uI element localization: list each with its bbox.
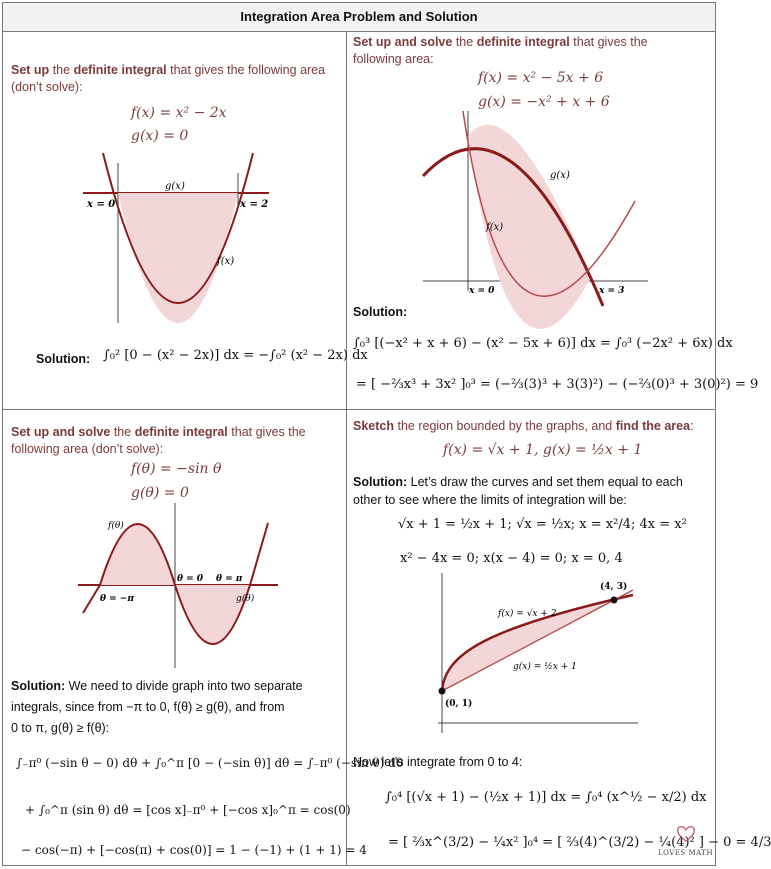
p4-point-4 bbox=[611, 597, 618, 604]
p2-x0-label: x = 0 bbox=[469, 286, 495, 296]
p3-g-label: g(θ) bbox=[236, 594, 255, 604]
p3-xneg-label: θ = −π bbox=[100, 594, 134, 604]
p4-now-text: Now let’s integrate from 0 to 4: bbox=[353, 755, 523, 769]
p3-graph bbox=[78, 503, 278, 668]
worksheet bbox=[2, 2, 771, 866]
p4-point-4-label: (4, 3) bbox=[600, 582, 628, 592]
p1-f-function: f(x) = x² − 2x bbox=[131, 105, 227, 121]
p3-x0-label: θ = 0 bbox=[177, 574, 204, 584]
p2-f-label: f(x) bbox=[486, 222, 504, 233]
p4-point-0 bbox=[439, 688, 446, 695]
p4-line1: ∫₀⁴ [(√x + 1) − (½x + 1)] dx = ∫₀⁴ (x^½ − x/2) dx bbox=[385, 790, 707, 805]
p4-eq1: √x + 1 = ½x + 1; √x = ½x; x = x²/4; 4x = x² bbox=[398, 517, 687, 532]
heart-logo-icon bbox=[675, 825, 697, 843]
p3-line1: ∫₋π⁰ (−sin θ − 0) dθ + ∫₀^π [0 − (−sin θ)] dθ = ∫₋π⁰ (−sin θ) dθ bbox=[16, 756, 404, 770]
column-divider bbox=[346, 31, 347, 866]
p1-prompt: Set up the definite integral that gives the following area (don’t solve): bbox=[11, 63, 326, 94]
p4-point-0-label: (0, 1) bbox=[445, 699, 473, 709]
p4-prompt: Sketch the region bounded by the graphs, and find the area: bbox=[353, 419, 694, 433]
p2-solution-label: Solution: bbox=[353, 305, 408, 319]
p3-line3: − cos(−π) + [−cos(π) + cos(0)] = 1 − (−1) + (1 + 1) = 4 bbox=[21, 843, 367, 857]
p2-f-function: f(x) = x² − 5x + 6 bbox=[478, 70, 604, 86]
p1-x2-label: x = 2 bbox=[240, 199, 269, 210]
p3-g-function: g(θ) = 0 bbox=[131, 485, 189, 501]
p2-g-label: g(x) bbox=[550, 170, 570, 181]
p1-solution: ∫₀² [0 − (x² − 2x)] dx = −∫₀² (x² − 2x) dx bbox=[103, 348, 368, 363]
p2-g-function: g(x) = −x² + x + 6 bbox=[478, 94, 610, 110]
p2-line1: ∫₀³ [(−x² + x + 6) − (x² − 5x + 6)] dx = ∫₀³ (−2x² + 6x) dx bbox=[353, 336, 733, 351]
p4-f-label: f(x) = √x + 2 bbox=[498, 609, 557, 619]
p1-graph bbox=[83, 163, 283, 323]
p1-g-label: g(x) bbox=[165, 181, 185, 192]
p4-line2: = [ ⅔x^(3/2) − ¼x² ]₀⁴ = [ ⅔(4)^(3/2) − ¼(4)² ] − 0 = 4/3 bbox=[388, 835, 771, 850]
p3-xpi-label: θ = π bbox=[216, 574, 243, 584]
p1-g-function: g(x) = 0 bbox=[131, 128, 189, 144]
logo-text: LOVES MATH bbox=[658, 849, 714, 857]
p4-solution-text: Solution: Let’s draw the curves and set them equal to each other to see where the limits of integration will be: bbox=[353, 475, 683, 507]
p2-x3-label: x = 3 bbox=[599, 286, 625, 296]
p4-g-line bbox=[442, 590, 633, 691]
p4-graph bbox=[428, 573, 643, 738]
p3-f-function: f(θ) = −sin θ bbox=[131, 461, 222, 477]
p4-functions: f(x) = √x + 1, g(x) = ½x + 1 bbox=[443, 442, 643, 458]
page-title: Integration Area Problem and Solution bbox=[3, 3, 715, 32]
p2-prompt: Set up and solve the definite integral that gives the following area: bbox=[353, 35, 648, 66]
p3-f-label: f(θ) bbox=[108, 521, 124, 531]
row-divider bbox=[3, 409, 715, 410]
p2-graph bbox=[423, 111, 651, 301]
p3-prompt: Set up and solve the definite integral that gives the following area (don’t solve): bbox=[11, 425, 306, 456]
p1-f-label: f(x) bbox=[217, 256, 235, 267]
p1-solution-label: Solution: bbox=[36, 352, 91, 366]
p3-line2: + ∫₀^π (sin θ) dθ = [cos x]₋π⁰ + [−cos x]₀^π = cos(0) bbox=[25, 803, 351, 817]
p4-g-label: g(x) = ½x + 1 bbox=[513, 662, 577, 672]
p2-line2: = [ −⅔x³ + 3x² ]₀³ = (−⅔(3)³ + 3(3)²) − (−⅔(0)³ + 3(0)²) = 9 bbox=[356, 377, 759, 392]
p4-eq2: x² − 4x = 0; x(x − 4) = 0; x = 0, 4 bbox=[400, 551, 623, 566]
p3-solution-text: Solution: We need to divide graph into two separate integrals, since from −π to 0, f(θ) ≥ g(θ), and from 0 to π, g(θ) ≥ f(θ): bbox=[11, 679, 303, 735]
p1-x0-label: x = 0 bbox=[87, 199, 116, 210]
